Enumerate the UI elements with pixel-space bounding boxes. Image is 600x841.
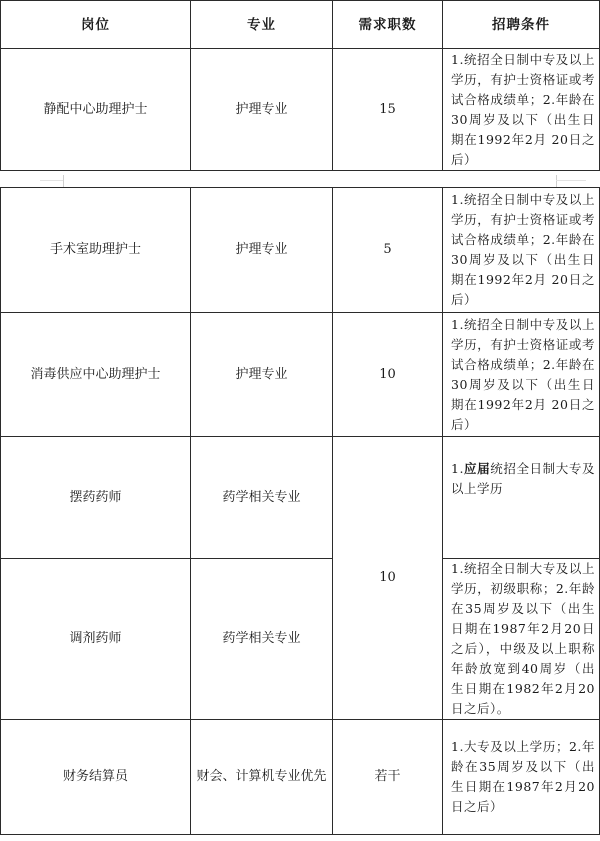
conditions-emphasis: 应届 xyxy=(463,461,491,476)
page-break-marker xyxy=(63,175,64,187)
conditions-text: 统招全日制大专及以上学历 xyxy=(451,461,595,496)
position-cell: 调剂药师 xyxy=(1,559,191,720)
position-cell: 财务结算员 xyxy=(1,720,191,835)
conditions-cell: 1.统招全日制中专及以上学历，有护士资格证或考试合格成绩单；2.年龄在30周岁及以下（出生日期在1992年2月 20日之后） xyxy=(443,313,600,437)
major-cell: 药学相关专业 xyxy=(191,437,333,559)
position-cell: 静配中心助理护士 xyxy=(1,49,191,171)
table-row xyxy=(1,313,600,437)
position-cell: 摆药药师 xyxy=(1,437,191,559)
count-cell: 若干 xyxy=(333,720,443,835)
table-row xyxy=(1,188,600,313)
major-cell: 护理专业 xyxy=(191,313,333,437)
major-cell: 护理专业 xyxy=(191,188,333,313)
header-position: 岗位 xyxy=(1,1,191,49)
header-count: 需求职数 xyxy=(333,1,443,49)
major-cell: 护理专业 xyxy=(191,49,333,171)
recruitment-table-part1 xyxy=(0,0,600,171)
conditions-cell xyxy=(443,437,600,559)
page-break-divider xyxy=(40,180,63,181)
major-cell: 药学相关专业 xyxy=(191,559,333,720)
page-break-marker xyxy=(556,175,557,187)
position-cell: 手术室助理护士 xyxy=(1,188,191,313)
table-row xyxy=(1,49,600,171)
table-row xyxy=(1,720,600,835)
table-row xyxy=(1,559,600,720)
conditions-prefix: 1. xyxy=(451,461,464,476)
table-header-row xyxy=(1,1,600,49)
count-cell: 15 xyxy=(333,49,443,171)
count-cell: 10 xyxy=(333,313,443,437)
conditions-cell: 1.大专及以上学历；2.年龄在35周岁及以下（出生日期在1987年2月20日之后） xyxy=(443,720,600,835)
recruitment-table-part2 xyxy=(0,187,600,835)
table-row xyxy=(1,437,600,559)
conditions-cell: 1.统招全日制中专及以上学历，有护士资格证或考试合格成绩单；2.年龄在30周岁及以下（出生日期在1992年2月 20日之后） xyxy=(443,49,600,171)
major-cell: 财会、计算机专业优先 xyxy=(191,720,333,835)
page-break-divider xyxy=(556,180,586,181)
header-major: 专业 xyxy=(191,1,333,49)
position-cell: 消毒供应中心助理护士 xyxy=(1,313,191,437)
conditions-cell: 1.统招全日制大专及以上学历，初级职称；2.年龄在35周岁及以下（出生日期在1987年2月20日之后），中级及以上职称年龄放宽到40周岁（出生日期在1982年2月20日之后）。 xyxy=(443,559,600,720)
conditions-cell: 1.统招全日制中专及以上学历，有护士资格证或考试合格成绩单；2.年龄在30周岁及以下（出生日期在1992年2月 20日之后） xyxy=(443,188,600,313)
count-cell-merged: 10 xyxy=(333,437,443,720)
count-cell: 5 xyxy=(333,188,443,313)
header-conditions: 招聘条件 xyxy=(443,1,600,49)
